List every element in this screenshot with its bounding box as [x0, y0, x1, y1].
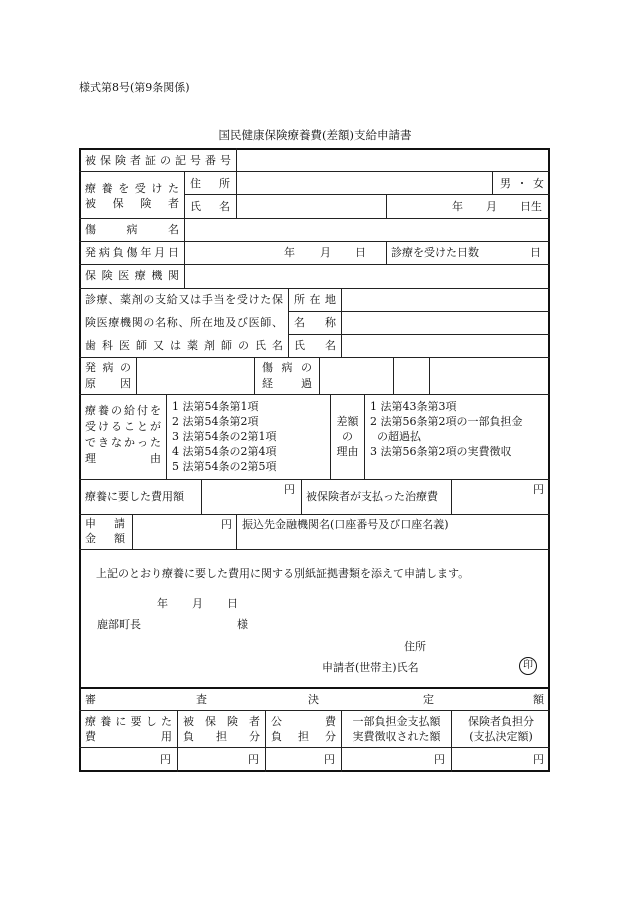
review-header-char-3: 決 [308, 693, 319, 706]
birth-month-unit: 月 [486, 200, 497, 213]
declaration-text: 上記のとおり療養に要した費用に関する別紙証拠書類を添えて申請します。 [96, 567, 470, 580]
review-col2-line1: 被保険者 [183, 715, 260, 728]
treatment-days-label: 診療を受けた日数 [391, 246, 479, 259]
col-divider [288, 288, 289, 357]
address-label: 住所 [190, 177, 230, 190]
diff-label-line3: 理由 [336, 445, 359, 458]
review-header-char-2: 査 [196, 693, 207, 706]
row-divider [184, 194, 550, 195]
cost-label: 療養に要した費用額 [85, 490, 184, 503]
cause-label-line1: 発病の [85, 361, 131, 374]
progress-label-line1: 傷病の [262, 361, 312, 374]
review-col3-line1: 公費 [271, 715, 336, 728]
col-divider [254, 357, 255, 394]
review-col3-line2: 負担分 [271, 730, 336, 743]
applicant-address-label: 住所 [404, 640, 426, 653]
review-col1-line2: 費用 [85, 730, 172, 743]
declaration-day-unit: 日 [227, 597, 238, 610]
insurance-institution-label: 保険医療機関 [85, 269, 179, 282]
onset-date-label: 発病負傷年月日 [85, 246, 179, 259]
col-divider [265, 710, 266, 772]
unavailable-label-line4: 理由 [85, 452, 161, 465]
col-divider [429, 357, 430, 394]
review-header-char-4: 定 [423, 693, 434, 706]
col-divider [166, 394, 167, 479]
form-title: 国民健康保険療養費(差額)支給申請書 [218, 128, 412, 142]
review-col1-yen: 円 [160, 753, 171, 766]
provider-desc-line3: 歯科医師又は薬剤師の氏名 [85, 339, 283, 352]
diff-reason-1: 1 法第43条第3項 [370, 400, 457, 413]
unavailable-reason-1: 1 法第54条第1項 [172, 400, 259, 413]
col-divider [301, 479, 302, 514]
col-divider [184, 171, 185, 241]
insurance-card-number-label: 被保険者証の記号番号 [85, 154, 231, 167]
row-divider [288, 311, 550, 312]
request-amount-line1: 申請 [85, 517, 125, 530]
row-divider [79, 288, 550, 289]
applicant-name-label: 申請者(世帯主)氏名 [322, 661, 419, 674]
review-col5-line1: 保険者負担分 [468, 715, 534, 728]
seal-mark: 印 [519, 657, 537, 675]
row-divider [79, 241, 550, 242]
unavailable-reason-4: 4 法第54条の2第4項 [172, 445, 277, 458]
row-divider [288, 334, 550, 335]
patient-label-line2: 被保険者 [85, 197, 179, 210]
treatment-days-unit: 日 [530, 246, 541, 259]
diff-label-line2: の [342, 430, 353, 443]
row-divider [79, 549, 550, 550]
col-divider [364, 394, 365, 479]
col-divider [341, 288, 342, 357]
row-divider [79, 264, 550, 265]
diff-reason-3: 3 法第56条第2項の実費徴収 [370, 445, 512, 458]
row-divider [79, 357, 550, 358]
unavailable-label-line2: 受けることが [85, 420, 161, 433]
col-divider [132, 514, 133, 549]
col-divider [236, 514, 237, 549]
declaration-year-unit: 年 [157, 597, 168, 610]
review-header-char-5: 額 [533, 693, 544, 706]
progress-label-line2: 経過 [262, 377, 312, 390]
review-col5-yen: 円 [533, 753, 544, 766]
row-divider [79, 747, 550, 748]
col-divider [201, 479, 202, 514]
unavailable-reason-2: 2 法第54条第2項 [172, 415, 259, 428]
name-label: 氏名 [190, 200, 230, 213]
row-divider [79, 218, 550, 219]
birth-year-unit: 年 [452, 200, 463, 213]
diff-label-line1: 差額 [336, 415, 359, 428]
provider-name-label: 名称 [294, 316, 336, 329]
provider-desc-line2: 険医療機関の名称、所在地及び医師、 [85, 316, 283, 329]
cost-yen-unit: 円 [284, 483, 295, 496]
review-col2-yen: 円 [248, 753, 259, 766]
onset-day-unit: 日 [355, 246, 366, 259]
review-col4-yen: 円 [434, 753, 445, 766]
col-divider [393, 357, 394, 394]
review-col4-line2: 実費徴収された額 [352, 730, 441, 743]
col-divider [492, 171, 493, 194]
bank-label: 振込先金融機関名(口座番号及び口座名義) [242, 518, 449, 531]
row-divider [79, 514, 550, 515]
row-divider [79, 171, 550, 172]
paid-yen-unit: 円 [533, 483, 544, 496]
review-col5-line2: (支払決定額) [469, 730, 533, 743]
col-divider [136, 357, 137, 394]
row-divider [79, 710, 550, 711]
gender-field[interactable]: 男・女 [500, 177, 544, 190]
cause-label-line2: 原因 [85, 377, 131, 390]
review-col1-line1: 療養に要した [85, 715, 172, 728]
unavailable-reason-5: 5 法第54条の2第5項 [172, 460, 277, 473]
review-col2-line2: 負担分 [183, 730, 260, 743]
addressee: 鹿部町長 [97, 618, 141, 631]
declaration-month-unit: 月 [192, 597, 203, 610]
addressee-suffix: 様 [237, 618, 248, 631]
row-divider [79, 394, 550, 395]
col-divider [386, 194, 387, 218]
unavailable-label-line1: 療養の給付を [85, 404, 161, 417]
col-divider [319, 357, 320, 394]
paid-label: 被保険者が支払った治療費 [306, 490, 438, 503]
review-header-char-1: 審 [85, 693, 96, 706]
unavailable-label-line3: できなかった [85, 436, 161, 449]
provider-desc-line1: 診療、薬剤の支給又は手当を受けた保 [85, 293, 283, 306]
unavailable-reason-3: 3 法第54条の2第1項 [172, 430, 277, 443]
provider-person-label: 氏名 [294, 339, 336, 352]
review-section-divider [79, 687, 550, 689]
onset-month-unit: 月 [320, 246, 331, 259]
col-divider [177, 710, 178, 772]
request-yen-unit: 円 [221, 518, 232, 531]
diff-reason-2-cont: の超過払 [377, 430, 421, 443]
form-number: 様式第8号(第9条関係) [79, 81, 190, 94]
provider-location-label: 所在地 [294, 293, 336, 306]
col-divider [386, 241, 387, 264]
review-col4-line1: 一部負担金支払額 [352, 715, 441, 728]
col-divider [184, 241, 185, 288]
disease-name-label: 傷病名 [85, 223, 179, 236]
diff-reason-2: 2 法第56条第2項の一部負担金 [370, 415, 523, 428]
request-amount-line2: 金額 [85, 532, 125, 545]
review-col3-yen: 円 [324, 753, 335, 766]
birth-day-unit: 日生 [520, 200, 542, 213]
onset-year-unit: 年 [284, 246, 295, 259]
col-divider [236, 148, 237, 171]
row-divider [79, 479, 550, 480]
patient-label-line1: 療養を受けた [85, 182, 179, 195]
col-divider [451, 479, 452, 514]
col-divider [236, 171, 237, 218]
